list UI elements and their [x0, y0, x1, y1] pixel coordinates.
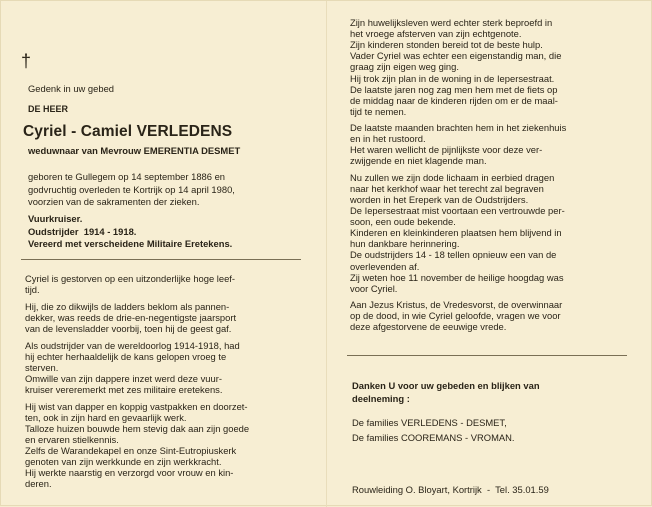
right-paragraph-line: Kinderen en kleinkinderen plaatsen hem blijvend in — [350, 227, 562, 239]
right-paragraph-line: overlevenden af. — [350, 260, 420, 272]
funeral-director: Rouwleiding O. Bloyart, Kortrijk - Tel. 35.01.59 — [352, 484, 549, 495]
left-paragraph-line: Talloze huizen bouwde hem stevig dak aan zijn goede — [25, 422, 250, 434]
left-paragraph-line: Omwille van zijn dappere inzet werd deze vuur- — [25, 372, 222, 384]
left-paragraph-line: en ervaren stielkennis. — [25, 433, 119, 445]
right-paragraph-line: Zijn huwelijksleven werd echter sterk beproefd in — [350, 17, 553, 28]
left-paragraph-line: Hij wist van dapper en koppig vastpakken en doorzet- — [25, 400, 248, 412]
birth-line: geboren te Gullegem op 14 september 1886 en — [28, 171, 226, 182]
right-paragraph-line: Vader Cyriel was echter een eigenstandig man, die — [350, 50, 562, 62]
left-paragraph-line: sterven. — [25, 361, 59, 373]
right-paragraph-line: De laatste jaren nog zag men hem met de fiets op — [350, 83, 558, 95]
widower-line — [28, 146, 240, 157]
right-paragraph-line: Aan Jezus Kristus, de Vredesvorst, de overwinnaar — [350, 299, 563, 310]
left-paragraph-line: tijd. — [25, 284, 40, 296]
right-paragraph-line: De Iepersestraat mist voortaan een vertrouwde per- — [350, 205, 565, 216]
honor-line: Vereerd met verscheidene Militaire Eretekens. — [28, 238, 233, 249]
right-paragraph-line: deze afgestorvene de eeuwige vrede. — [350, 321, 507, 333]
left-paragraph-line: deren. — [25, 478, 52, 490]
right-paragraph-line: naar het kerkhof waar het terecht zal begraven — [350, 182, 544, 194]
thanks-line: Danken U voor uw gebeden en blijken van — [352, 380, 540, 391]
left-paragraph-line: Zelfs de Warandekapel en onze Sint-Eutropiuskerk — [25, 444, 237, 456]
title: DE HEER — [28, 104, 69, 114]
left-paragraph-line: ten, ook in zijn hard en gevaarlijk werk. — [25, 411, 187, 423]
left-paragraph-line: van de levensladder voorbij, toen hij de geest gaf. — [25, 322, 232, 334]
left-divider — [21, 259, 301, 260]
right-paragraph-line: Nu zullen we zijn dode lichaam in eerbied dragen — [350, 171, 555, 183]
right-paragraph-line: Hij trok zijn plan in de woning in de Iepersestraat. — [350, 72, 555, 84]
left-paragraph-line: genoten van zijn werkkunde en zijn werkkracht. — [25, 456, 222, 467]
honor-line: Vuurkruiser. — [28, 213, 83, 224]
honor-line: Oudstrijder 1914 - 1918. — [28, 225, 137, 237]
right-paragraph-line: Zijn kinderen stonden bereid tot de beste hulp. — [350, 39, 543, 51]
right-paragraph-line: De laatste maanden brachten hem in het ziekenhuis — [350, 122, 567, 134]
card-fold — [326, 1, 327, 507]
right-paragraph-line: Zij weten hoe 11 november de heilige hoogdag was — [350, 271, 564, 283]
widower-name: EMERENTIA DESMET — [143, 145, 241, 156]
left-paragraph-line: Hij, die zo dikwijls de ladders beklom als pannen- — [25, 300, 230, 312]
right-paragraph-line: voor Cyriel. — [350, 282, 398, 294]
right-paragraph-line: de middag naar de kinderen rijden om er de maal- — [350, 94, 558, 106]
cross-icon: † — [21, 51, 32, 71]
right-paragraph-line: tijd te nemen. — [350, 105, 407, 117]
left-paragraph-line: kruiser vereremerkt met zes militaire eretekens. — [25, 383, 223, 395]
right-paragraph-line: zwijgende en niet klagende man. — [350, 155, 487, 167]
left-paragraph-line: Hij werkte naarstig en verzorgd voor vrouw en kin- — [25, 467, 234, 479]
right-paragraph-line: soon, een oude bekende. — [350, 216, 456, 228]
right-paragraph-line: worden in het Ereperk van de Oudstrijders. — [350, 193, 529, 205]
left-paragraph-line: Cyriel is gestorven op een uitzonderlijke hoge leef- — [25, 273, 236, 284]
left-paragraph-line: Als oudstrijder van de wereldoorlog 1914-1918, had — [25, 339, 240, 351]
greeting: Gedenk in uw gebed — [28, 83, 115, 94]
right-paragraph-line: en in het rustoord. — [350, 133, 426, 145]
right-paragraph-line: graag zijn eigen weg ging. — [350, 61, 459, 73]
right-divider — [347, 355, 627, 356]
family-line: De families VERLEDENS - DESMET, — [352, 417, 507, 428]
right-paragraph-line: De oudstrijders 14 - 18 tellen opnieuw een van de — [350, 249, 557, 261]
right-paragraph-line: het vroege afsterven van zijn echtgenote. — [350, 28, 522, 40]
birth-line: godvruchtig overleden te Kortrijk op 14 april 1980, — [28, 183, 235, 195]
left-paragraph-line: hij echter herhaaldelijk de kans gelopen vroeg te — [25, 350, 227, 362]
right-paragraph-line: op de dood, in wie Cyriel geloofde, vragen we voor — [350, 310, 561, 322]
thanks-line: deelneming : — [352, 392, 410, 404]
widower-prefix: weduwnaar van Mevrouw — [28, 145, 144, 156]
right-paragraph-line: hun dankbare herinnering. — [350, 238, 460, 250]
right-paragraph-line: Het waren wellicht de pijnlijkste voor deze ver- — [350, 144, 543, 156]
left-paragraph-line: dekker, was reeds de drie-en-negentigste jaarsport — [25, 311, 237, 323]
deceased-name: Cyriel - Camiel VERLEDENS — [23, 123, 233, 140]
family-line: De families COOREMANS - VROMAN. — [352, 432, 515, 443]
birth-line: voorzien van de sakramenten der zieken. — [28, 196, 200, 207]
